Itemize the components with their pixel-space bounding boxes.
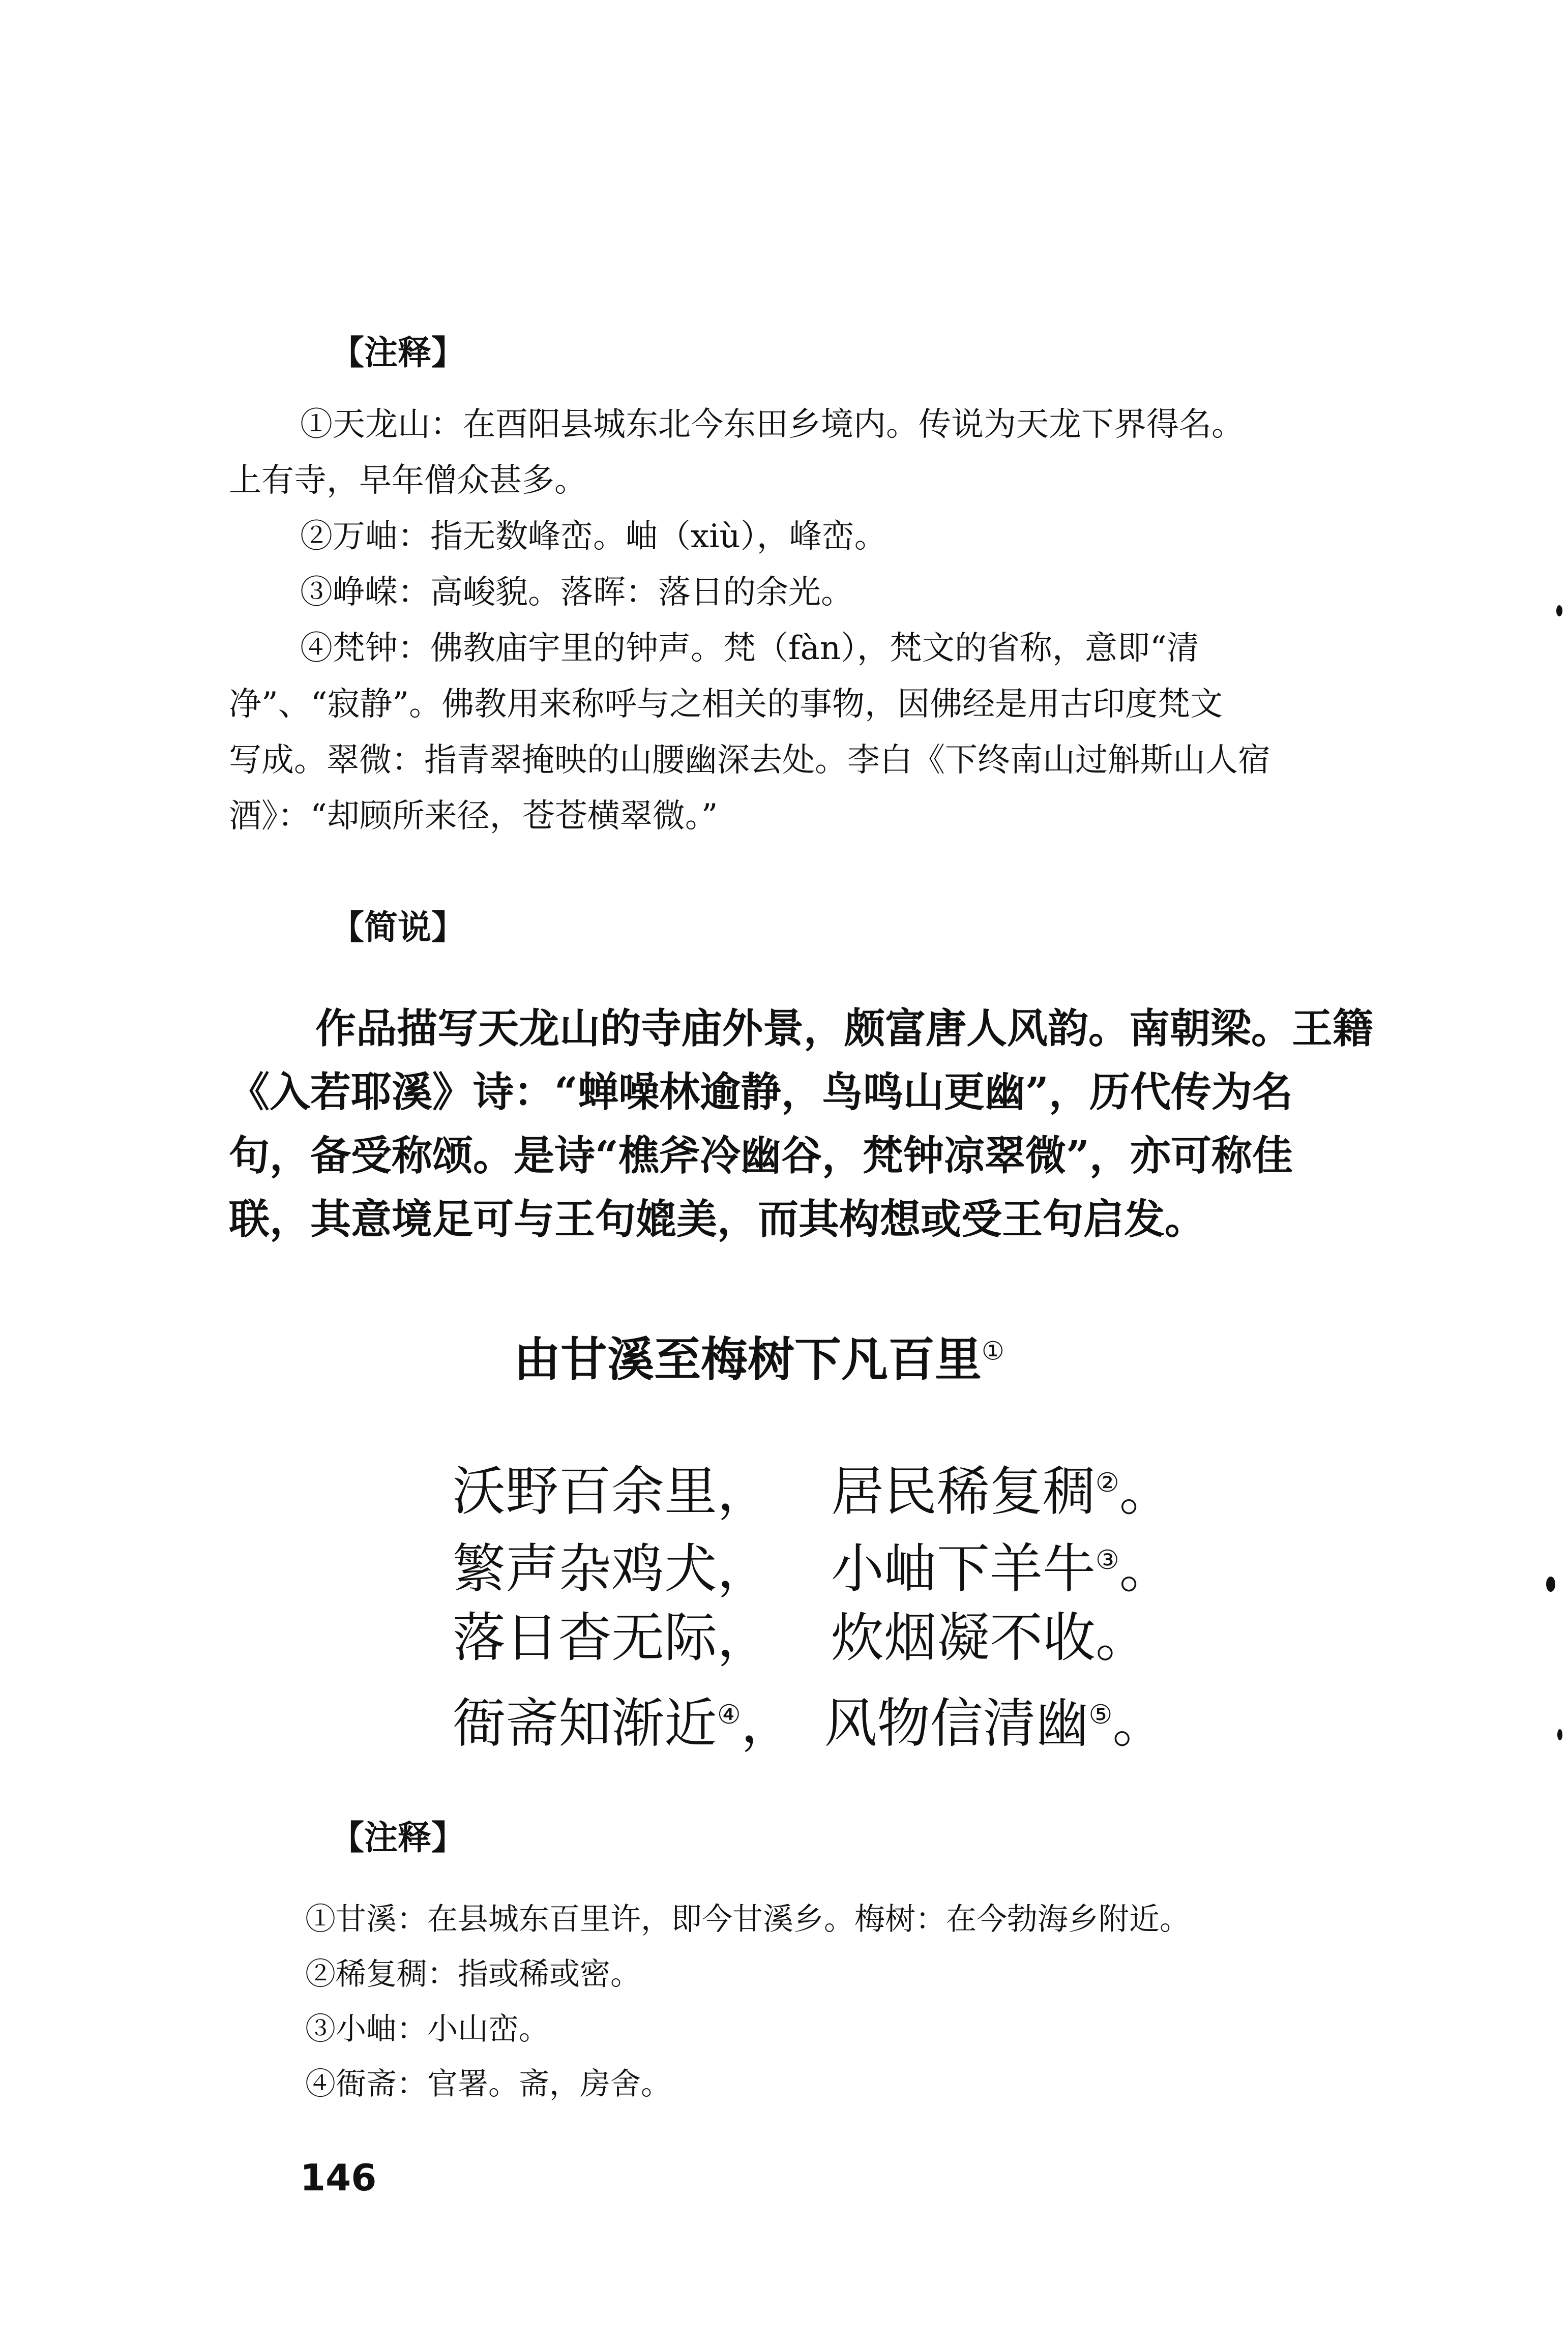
section-heading-notes-1: 【注释】 [331, 333, 465, 372]
poem-line-3-end-punct: 。 [1096, 1607, 1149, 1669]
poem-line-1-first-half: 沃野百余里， [453, 1460, 771, 1523]
poem-line-1-footnote-mark: ② [1096, 1468, 1119, 1498]
poem-title-footnote-mark: ① [982, 1336, 1004, 1366]
note-1-4-cont-3: 酒》：“却顾所来径，苍苍横翠微。” [229, 797, 718, 835]
commentary-line-3: 句，备受称颂。是诗“樵斧冷幽谷，梵钟凉翠微”，亦可称佳 [229, 1132, 1293, 1179]
note-1-3: ③峥嵘：高峻貌。落晖：落日的余光。 [300, 574, 853, 611]
poem-line-4-end-punct: 。 [1112, 1692, 1166, 1755]
note-2-3: ③小岫：小山峦。 [305, 2011, 549, 2047]
poem-line-2 [453, 1522, 1172, 1608]
page-number: 146 [300, 2156, 377, 2199]
section-heading-notes-2: 【注释】 [331, 1818, 465, 1857]
poem-line-1-second-half: 居民稀复稠 [831, 1460, 1096, 1523]
poem-line-4-mid-punct: ， [741, 1692, 794, 1755]
scan-speck [1546, 1577, 1555, 1592]
note-1-2: ②万岫：指无数峰峦。岫（xiù），峰峦。 [300, 518, 887, 555]
scan-speck [1557, 1729, 1562, 1740]
poem-title-text: 由甘溪至梅树下凡百里 [514, 1332, 982, 1387]
note-2-1: ①甘溪：在县城东百里许，即今甘溪乡。梅树：在今勃海乡附近。 [305, 1902, 1190, 1937]
poem-line-2-footnote-mark: ③ [1096, 1545, 1119, 1576]
scan-speck [1556, 605, 1562, 616]
poem-line-4-first-footnote-mark: ④ [717, 1700, 741, 1730]
poem-line-3 [453, 1599, 1148, 1676]
note-2-4: ④衙斋：官署。斋，房舍。 [305, 2066, 671, 2102]
poem-line-4-footnote-mark: ⑤ [1088, 1700, 1113, 1730]
commentary-line-2: 《入若耶溪》诗：“蝉噪林逾静，鸟鸣山更幽”，历代传为名 [229, 1068, 1293, 1116]
poem-line-3-second-half: 炊烟凝不收 [831, 1607, 1096, 1669]
note-2-2: ②稀复稠：指或稀或密。 [305, 1956, 641, 1992]
note-1-1-cont: 上有寺，早年僧众甚多。 [229, 462, 587, 499]
poem-line-2-end-punct: 。 [1119, 1537, 1172, 1600]
poem-line-4-first-half: 衙斋知渐近 [453, 1692, 718, 1755]
section-heading-commentary: 【简说】 [331, 908, 465, 947]
poem-line-3-first-half: 落日杳无际， [453, 1607, 771, 1669]
note-1-1: ①天龙山：在酉阳县城东北今东田乡境内。传说为天龙下界得名。 [300, 406, 1244, 443]
commentary-line-4: 联，其意境足可与王句媲美，而其构想或受王句启发。 [229, 1195, 1205, 1243]
poem-line-4-second-half: 风物信清幽 [824, 1692, 1089, 1755]
poem-line-4 [453, 1676, 1165, 1762]
poem-line-1 [453, 1444, 1172, 1530]
note-1-4: ④梵钟：佛教庙宇里的钟声。梵（fàn），梵文的省称，意即“清 [300, 630, 1199, 667]
poem-line-2-second-half: 小岫下羊牛 [831, 1537, 1096, 1600]
note-1-4-cont-1: 净”、“寂静”。佛教用来称呼与之相关的事物，因佛经是用古印度梵文 [229, 686, 1223, 723]
note-1-4-cont-2: 写成。翠微：指青翠掩映的山腰幽深去处。李白《下终南山过斛斯山人宿 [229, 741, 1270, 779]
poem-line-2-first-half: 繁声杂鸡犬， [453, 1537, 771, 1600]
commentary-line-1: 作品描写天龙山的寺庙外景，颇富唐人风韵。南朝梁。王籍 [315, 1004, 1373, 1052]
poem-line-1-end-punct: 。 [1119, 1460, 1172, 1523]
poem-title [514, 1322, 1004, 1389]
